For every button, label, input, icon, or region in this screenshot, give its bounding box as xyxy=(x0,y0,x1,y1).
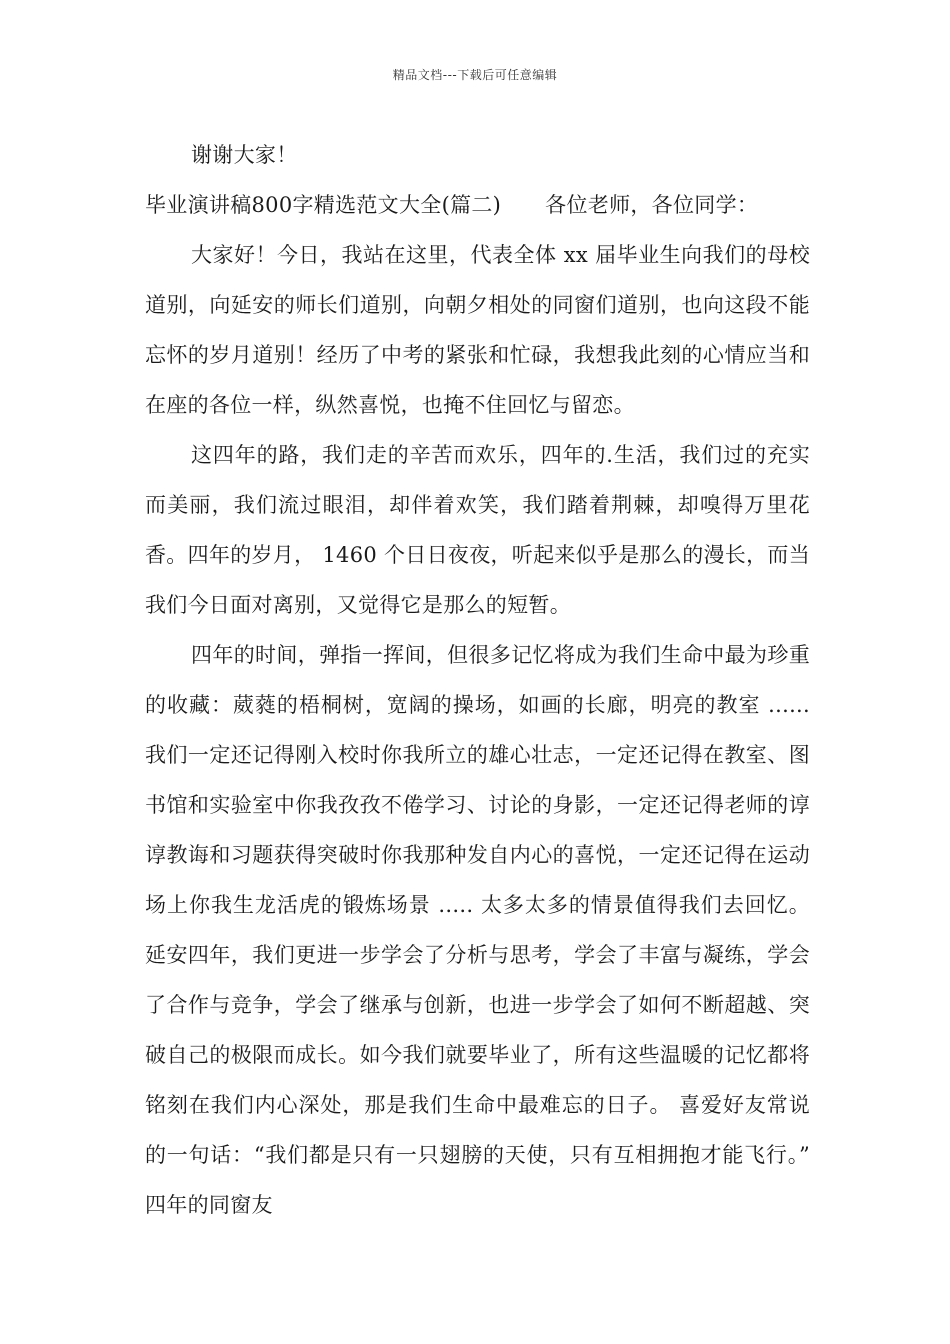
paragraph-3: 四年的时间，弹指一挥间，但很多记忆将成为我们生命中最为珍重的收藏：葳蕤的梧桐树，宽阔的操场，如画的长廊，明亮的教室 ...... 我们一定还记得刚入校时你我所立的雄心壮志，一定还记得在教室、图书馆和实验室中你我孜孜不倦学习、讨论的身影，一定还记得老师的谆谆教诲和习题获得突破时你我那种发自内心的喜悦，一定还记得在运动场上你我生龙活虎的锻炼场景 ..... 太多太多的情景值得我们去回忆。延安四年，我们更进一步学会了分析与思考，学会了丰富与凝练，学会了合作与竞争，学会了继承与创新，也进一步学会了如何不断超越、突破自己的极限而成长。如今我们就要毕业了，所有这些温暖的记忆都将铭刻在我们内心深处，那是我们生命中最难忘的日子。 喜爱好友常说的一句话：“我们都是只有一只翅膀的天使，只有互相拥抱才能飞行。” 四年的同窗友 xyxy=(145,643,810,1217)
paragraph-1: 大家好！今日，我站在这里，代表全体 xx 届毕业生向我们的母校道别，向延安的师长们道别，向朝夕相处的同窗们道别，也向这段不能忘怀的岁月道别！经历了中考的紧张和忙碌，我想我此刻的心情应当和在座的各位一样，纵然喜悦，也掩不住回忆与留恋。 xyxy=(145,243,810,417)
greeting: 各位老师，各位同学： xyxy=(545,193,759,217)
closing-thanks: 谢谢大家！ xyxy=(191,143,298,167)
article-title: 毕业演讲稿800字精选范文大全(篇二) xyxy=(145,193,502,217)
document-body xyxy=(145,130,810,1230)
page-header: 精品文档---下载后可任意编辑 xyxy=(392,68,558,82)
paragraph-2: 这四年的路，我们走的辛苦而欢乐，四年的.生活，我们过的充实而美丽，我们流过眼泪，却伴着欢笑，我们踏着荆棘，却嗅得万里花香。四年的岁月， 1460 个日日夜夜，听起来似乎是那么的漫长，而当我们今日面对离别，又觉得它是那么的短暂。 xyxy=(145,443,810,617)
title-line xyxy=(145,180,810,230)
